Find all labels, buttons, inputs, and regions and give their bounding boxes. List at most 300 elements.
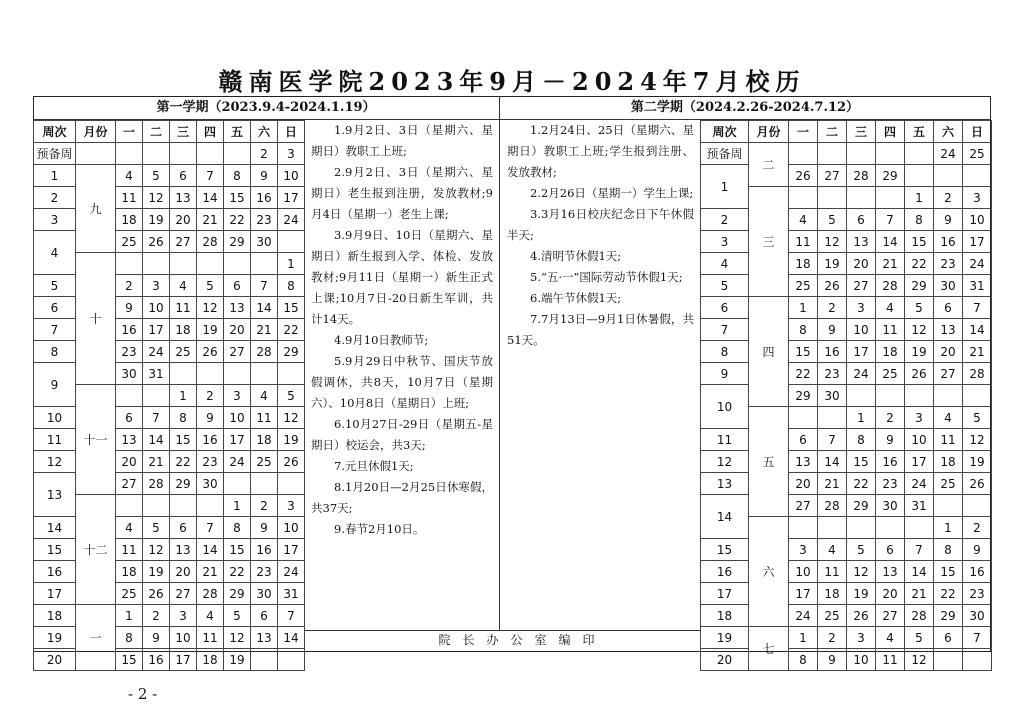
day-cell: 24 — [963, 253, 992, 275]
day-cell — [143, 385, 170, 407]
day-cell: 7 — [818, 429, 847, 451]
day-cell — [251, 473, 278, 495]
day-cell: 8 — [789, 319, 818, 341]
calendar-week-row — [701, 385, 992, 407]
calendar-week-row — [34, 517, 305, 539]
month-label: 二 — [749, 143, 789, 187]
week-number: 19 — [701, 627, 749, 649]
day-cell — [876, 385, 905, 407]
day-cell: 8 — [905, 209, 934, 231]
column-header: 五 — [905, 121, 934, 143]
day-cell — [847, 143, 876, 165]
day-cell — [197, 495, 224, 517]
day-cell — [278, 363, 305, 385]
week-number: 1 — [34, 165, 76, 187]
day-cell: 4 — [789, 209, 818, 231]
day-cell — [818, 143, 847, 165]
day-cell: 21 — [905, 583, 934, 605]
day-cell: 17 — [278, 539, 305, 561]
calendar-note: 2.2月26日（星期一）学生上课; — [530, 186, 694, 200]
calendar-week-row — [701, 341, 992, 363]
day-cell: 31 — [905, 495, 934, 517]
day-cell: 19 — [278, 429, 305, 451]
day-cell: 18 — [789, 253, 818, 275]
week-number: 10 — [701, 385, 749, 429]
day-cell: 11 — [789, 231, 818, 253]
month-label: 四 — [749, 297, 789, 407]
day-cell: 24 — [934, 143, 963, 165]
day-cell — [963, 495, 992, 517]
day-cell: 30 — [818, 385, 847, 407]
day-cell: 15 — [847, 451, 876, 473]
day-cell — [224, 143, 251, 165]
day-cell: 11 — [251, 407, 278, 429]
column-header: 一 — [116, 121, 143, 143]
day-cell: 26 — [847, 605, 876, 627]
day-cell: 26 — [963, 473, 992, 495]
day-cell — [143, 253, 170, 275]
day-cell: 6 — [251, 605, 278, 627]
day-cell: 13 — [847, 231, 876, 253]
calendar-week-row — [701, 473, 992, 495]
day-cell: 5 — [905, 297, 934, 319]
day-cell: 27 — [170, 231, 197, 253]
week-number: 4 — [34, 231, 76, 275]
day-cell: 30 — [251, 583, 278, 605]
day-cell: 9 — [818, 649, 847, 671]
day-cell: 17 — [278, 187, 305, 209]
calendar-week-row — [34, 539, 305, 561]
day-cell: 4 — [876, 297, 905, 319]
week-number: 18 — [701, 605, 749, 627]
calendar-week-row — [34, 143, 305, 165]
day-cell — [224, 473, 251, 495]
day-cell: 9 — [934, 209, 963, 231]
day-cell: 7 — [197, 517, 224, 539]
day-cell: 16 — [116, 319, 143, 341]
day-cell: 2 — [963, 517, 992, 539]
day-cell: 20 — [934, 341, 963, 363]
day-cell: 30 — [116, 363, 143, 385]
day-cell: 12 — [197, 297, 224, 319]
day-cell: 28 — [963, 363, 992, 385]
day-cell: 2 — [251, 143, 278, 165]
week-number: 20 — [34, 649, 76, 671]
day-cell — [789, 187, 818, 209]
week-number: 2 — [34, 187, 76, 209]
week-number: 15 — [701, 539, 749, 561]
month-label: 十二 — [76, 495, 116, 605]
day-cell: 5 — [278, 385, 305, 407]
month-label — [76, 143, 116, 165]
day-cell: 22 — [789, 363, 818, 385]
day-cell: 23 — [197, 451, 224, 473]
calendar-note: 3.3月16日校庆纪念日下午休假半天; — [507, 207, 694, 242]
day-cell: 18 — [818, 583, 847, 605]
day-cell: 9 — [876, 429, 905, 451]
day-cell: 8 — [789, 649, 818, 671]
day-cell: 15 — [170, 429, 197, 451]
day-cell — [789, 517, 818, 539]
day-cell: 2 — [197, 385, 224, 407]
day-cell — [847, 517, 876, 539]
day-cell: 19 — [143, 561, 170, 583]
day-cell: 10 — [847, 319, 876, 341]
day-cell: 19 — [224, 649, 251, 671]
week-number: 7 — [701, 319, 749, 341]
day-cell: 2 — [818, 627, 847, 649]
day-cell: 18 — [876, 341, 905, 363]
day-cell: 14 — [251, 297, 278, 319]
day-cell: 25 — [876, 363, 905, 385]
day-cell: 22 — [934, 583, 963, 605]
day-cell: 6 — [789, 429, 818, 451]
day-cell: 9 — [197, 407, 224, 429]
day-cell: 25 — [818, 605, 847, 627]
day-cell: 4 — [934, 407, 963, 429]
day-cell: 19 — [847, 583, 876, 605]
day-cell — [789, 143, 818, 165]
day-cell: 5 — [905, 627, 934, 649]
calendar-week-row — [701, 451, 992, 473]
day-cell: 21 — [963, 341, 992, 363]
day-cell: 26 — [197, 341, 224, 363]
day-cell: 24 — [143, 341, 170, 363]
day-cell: 20 — [170, 561, 197, 583]
day-cell: 8 — [116, 627, 143, 649]
day-cell: 31 — [278, 583, 305, 605]
day-cell — [847, 187, 876, 209]
day-cell: 22 — [224, 561, 251, 583]
week-number: 3 — [701, 231, 749, 253]
day-cell: 2 — [251, 495, 278, 517]
day-cell: 29 — [224, 231, 251, 253]
day-cell — [170, 143, 197, 165]
week-number: 8 — [34, 341, 76, 363]
week-number: 18 — [34, 605, 76, 627]
day-cell: 20 — [170, 209, 197, 231]
day-cell: 13 — [224, 297, 251, 319]
day-cell: 11 — [197, 627, 224, 649]
week-number: 8 — [701, 341, 749, 363]
day-cell — [876, 517, 905, 539]
calendar-note: 2.9月2日、3日（星期六、星期日）老生报到注册，发放教材;9月4日（星期一）老生上课; — [311, 165, 493, 221]
day-cell: 28 — [251, 341, 278, 363]
day-cell — [197, 143, 224, 165]
day-cell: 20 — [847, 253, 876, 275]
day-cell: 16 — [963, 561, 992, 583]
calendar-week-row — [34, 649, 305, 671]
day-cell: 17 — [905, 451, 934, 473]
day-cell: 12 — [818, 231, 847, 253]
calendar-note: 5.9月29日中秋节、国庆节放假调休，共8天，10月7日（星期六）、10月8日（星期日）上班; — [311, 354, 493, 410]
day-cell: 3 — [143, 275, 170, 297]
day-cell: 10 — [143, 297, 170, 319]
week-number: 9 — [34, 363, 76, 407]
day-cell: 1 — [278, 253, 305, 275]
day-cell: 13 — [934, 319, 963, 341]
day-cell: 2 — [818, 297, 847, 319]
calendar-week-row — [701, 627, 992, 649]
day-cell: 10 — [905, 429, 934, 451]
day-cell: 13 — [789, 451, 818, 473]
week-number: 7 — [34, 319, 76, 341]
day-cell: 13 — [170, 187, 197, 209]
day-cell — [789, 407, 818, 429]
week-number: 19 — [34, 627, 76, 649]
day-cell: 24 — [789, 605, 818, 627]
week-number: 13 — [34, 473, 76, 517]
day-cell: 19 — [818, 253, 847, 275]
calendar-week-row — [701, 605, 992, 627]
day-cell: 6 — [934, 627, 963, 649]
day-cell: 19 — [905, 341, 934, 363]
day-cell: 25 — [963, 143, 992, 165]
day-cell: 2 — [934, 187, 963, 209]
day-cell — [963, 649, 992, 671]
day-cell: 1 — [905, 187, 934, 209]
day-cell — [905, 143, 934, 165]
day-cell: 10 — [963, 209, 992, 231]
day-cell: 18 — [116, 561, 143, 583]
day-cell: 19 — [143, 209, 170, 231]
day-cell: 17 — [963, 231, 992, 253]
calendar-note: 4.9月10日教师节; — [334, 333, 429, 347]
day-cell: 12 — [143, 539, 170, 561]
week-number: 12 — [701, 451, 749, 473]
day-cell: 27 — [170, 583, 197, 605]
week-number: 14 — [701, 495, 749, 539]
calendar-header-row — [34, 121, 305, 143]
day-cell: 16 — [197, 429, 224, 451]
day-cell — [170, 495, 197, 517]
semester2-header: 第二学期（2024.2.26-2024.7.12） — [630, 100, 860, 115]
day-cell: 25 — [789, 275, 818, 297]
day-cell — [197, 363, 224, 385]
calendar-week-row — [34, 627, 305, 649]
semester1-notes — [311, 120, 493, 540]
day-cell — [224, 253, 251, 275]
day-cell: 1 — [224, 495, 251, 517]
day-cell: 12 — [905, 649, 934, 671]
day-cell: 22 — [905, 253, 934, 275]
day-cell: 28 — [143, 473, 170, 495]
day-cell: 7 — [905, 539, 934, 561]
day-cell: 3 — [170, 605, 197, 627]
day-cell: 24 — [905, 473, 934, 495]
day-cell: 13 — [876, 561, 905, 583]
day-cell: 9 — [818, 319, 847, 341]
day-cell: 1 — [847, 407, 876, 429]
day-cell: 7 — [876, 209, 905, 231]
day-cell — [143, 495, 170, 517]
day-cell: 30 — [963, 605, 992, 627]
day-cell: 17 — [224, 429, 251, 451]
day-cell: 23 — [876, 473, 905, 495]
day-cell — [876, 187, 905, 209]
calendar-note: 5.“五·一”国际劳动节休假1天; — [530, 270, 683, 284]
day-cell — [251, 253, 278, 275]
day-cell: 18 — [934, 451, 963, 473]
column-header: 六 — [934, 121, 963, 143]
day-cell: 14 — [278, 627, 305, 649]
day-cell: 21 — [143, 451, 170, 473]
calendar-note: 9.春节2月10日。 — [334, 522, 425, 536]
day-cell: 7 — [278, 605, 305, 627]
month-label: 五 — [749, 407, 789, 517]
day-cell: 14 — [197, 539, 224, 561]
week-number: 预备周 — [34, 143, 76, 165]
day-cell: 25 — [116, 231, 143, 253]
day-cell: 5 — [963, 407, 992, 429]
month-label: 十 — [76, 253, 116, 385]
day-cell: 29 — [224, 583, 251, 605]
day-cell: 26 — [905, 363, 934, 385]
calendar-week-row — [701, 649, 992, 671]
day-cell: 23 — [818, 363, 847, 385]
day-cell: 9 — [251, 517, 278, 539]
day-cell: 30 — [197, 473, 224, 495]
day-cell: 22 — [224, 209, 251, 231]
day-cell: 4 — [876, 627, 905, 649]
day-cell: 13 — [116, 429, 143, 451]
day-cell: 15 — [116, 649, 143, 671]
day-cell: 6 — [170, 165, 197, 187]
day-cell: 5 — [143, 165, 170, 187]
day-cell — [251, 363, 278, 385]
day-cell: 18 — [197, 649, 224, 671]
day-cell: 7 — [197, 165, 224, 187]
week-number: 13 — [701, 473, 749, 495]
week-number: 9 — [701, 363, 749, 385]
day-cell: 7 — [251, 275, 278, 297]
day-cell: 1 — [170, 385, 197, 407]
day-cell: 6 — [876, 539, 905, 561]
day-cell: 15 — [224, 187, 251, 209]
day-cell — [876, 143, 905, 165]
calendar-week-row — [34, 583, 305, 605]
day-cell — [170, 363, 197, 385]
day-cell: 20 — [789, 473, 818, 495]
week-number: 15 — [34, 539, 76, 561]
column-header: 四 — [876, 121, 905, 143]
day-cell: 23 — [116, 341, 143, 363]
column-header: 二 — [818, 121, 847, 143]
week-number: 预备周 — [701, 143, 749, 165]
day-cell — [278, 231, 305, 253]
calendar-week-row — [701, 429, 992, 451]
day-cell: 26 — [143, 231, 170, 253]
calendar-week-row — [701, 143, 992, 165]
day-cell: 5 — [197, 275, 224, 297]
week-number: 2 — [701, 209, 749, 231]
day-cell: 4 — [116, 517, 143, 539]
day-cell: 12 — [905, 319, 934, 341]
week-number: 14 — [34, 517, 76, 539]
day-cell: 6 — [224, 275, 251, 297]
day-cell: 12 — [963, 429, 992, 451]
day-cell: 25 — [934, 473, 963, 495]
calendar-week-row — [701, 319, 992, 341]
week-number: 5 — [701, 275, 749, 297]
calendar-note: 1.2月24日、25日（星期六、星期日）教职工上班;学生报到注册、发放教材; — [507, 123, 694, 179]
day-cell — [934, 649, 963, 671]
calendar-week-row — [701, 297, 992, 319]
calendar-note: 8.1月20日—2月25日休寒假，共37天; — [311, 480, 493, 515]
day-cell: 23 — [251, 209, 278, 231]
day-cell — [963, 385, 992, 407]
day-cell: 9 — [251, 165, 278, 187]
day-cell — [934, 165, 963, 187]
calendar-week-row — [701, 165, 992, 187]
calendar-note: 6.端午节休假1天; — [530, 291, 622, 305]
day-cell: 13 — [170, 539, 197, 561]
day-cell: 15 — [934, 561, 963, 583]
day-cell — [905, 385, 934, 407]
calendar-week-row — [701, 231, 992, 253]
calendar-week-row — [701, 253, 992, 275]
day-cell: 11 — [934, 429, 963, 451]
month-label: 十一 — [76, 385, 116, 495]
column-header: 月份 — [76, 121, 116, 143]
day-cell: 24 — [278, 561, 305, 583]
day-cell: 10 — [789, 561, 818, 583]
day-cell — [170, 253, 197, 275]
calendar-week-row — [34, 363, 305, 385]
day-cell: 11 — [170, 297, 197, 319]
column-header: 二 — [143, 121, 170, 143]
week-number: 16 — [701, 561, 749, 583]
compiler-footer: 院长办公室编印 — [438, 633, 607, 647]
day-cell — [905, 165, 934, 187]
day-cell: 3 — [278, 495, 305, 517]
day-cell: 1 — [789, 297, 818, 319]
page-number: - 2 - — [128, 685, 158, 703]
column-header: 月份 — [749, 121, 789, 143]
day-cell — [905, 517, 934, 539]
day-cell — [934, 495, 963, 517]
calendar-week-row — [34, 275, 305, 297]
day-cell — [251, 649, 278, 671]
calendar-week-row — [34, 231, 305, 253]
day-cell: 21 — [197, 209, 224, 231]
day-cell — [818, 517, 847, 539]
day-cell: 27 — [789, 495, 818, 517]
column-header: 三 — [170, 121, 197, 143]
day-cell: 15 — [905, 231, 934, 253]
column-header: 六 — [251, 121, 278, 143]
day-cell: 12 — [143, 187, 170, 209]
week-number: 20 — [701, 649, 749, 671]
calendar-week-row — [34, 561, 305, 583]
day-cell: 3 — [847, 627, 876, 649]
day-cell: 21 — [251, 319, 278, 341]
column-header: 周次 — [34, 121, 76, 143]
day-cell: 15 — [224, 539, 251, 561]
day-cell: 16 — [818, 341, 847, 363]
day-cell: 14 — [143, 429, 170, 451]
day-cell: 11 — [116, 539, 143, 561]
header-center-divider — [499, 96, 500, 119]
day-cell: 5 — [847, 539, 876, 561]
day-cell: 5 — [224, 605, 251, 627]
month-label: 六 — [749, 517, 789, 627]
semester2-notes — [507, 120, 694, 351]
day-cell: 26 — [789, 165, 818, 187]
calendar-note: 4.清明节休假1天; — [530, 249, 622, 263]
day-cell: 14 — [905, 561, 934, 583]
calendar-note: 6.10月27日-29日（星期五-星期日）校运会，共3天; — [311, 417, 493, 452]
